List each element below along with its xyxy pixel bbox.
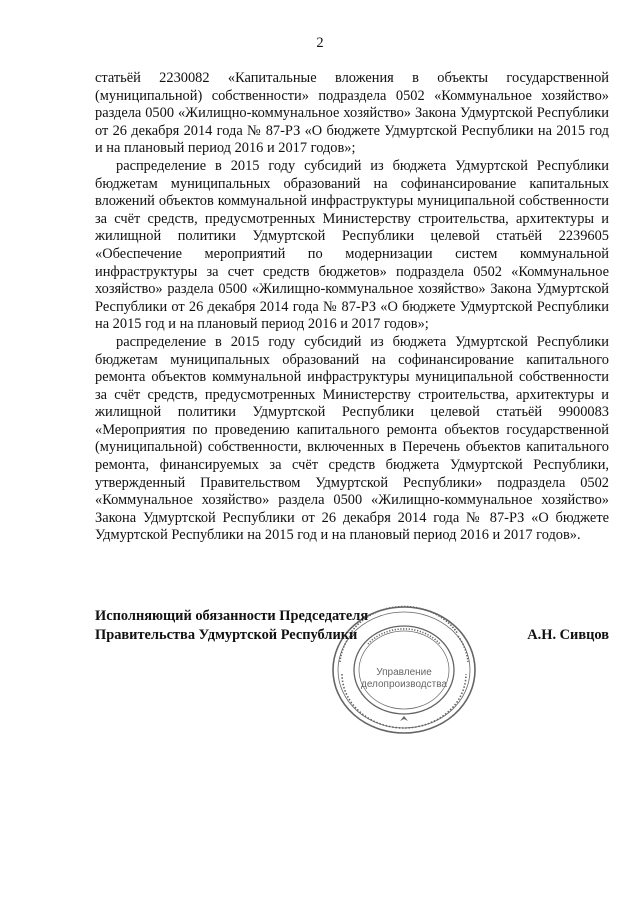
stamp-center-line-2: делопроизводства [360, 679, 448, 690]
body-paragraph: распределение в 2015 году субсидий из бюджета Удмуртской Республики бюджетам муниципальных образований на софинансирование капитальных вложений объектов коммунальной инфраструктуры муниципальной собственности за счёт средств, предусмотренных Министерству строительства, архитектуры и жилищной политики Удмуртской Республики целевой статьёй 2239605 «Обеспечение мероприятий по модернизации систем коммунальной инфраструктуры за счет средств бюджетов» подраздела 0502 «Коммунальное хозяйство» раздела 0500 «Жилищно-коммунальное хозяйство» Закона Удмуртской Республики от 26 декабря 2014 года № 87-РЗ «О бюджете Удмуртской Республики на 2015 год и на плановый период 2016 и 2017 годов»; [95, 157, 609, 333]
signatory-name: А.Н. Сивцов [527, 627, 609, 643]
body-paragraph: распределение в 2015 году субсидий из бюджета Удмуртской Республики бюджетам муниципальных образований на софинансирование капитального ремонта объектов коммунальной инфраструктуры муниципальной собственности за счёт средств, предусмотренных Министерству строительства, архитектуры и жилищной политики Удмуртской Республики целевой статьёй 9900083 «Мероприятия по проведению капитального ремонта объектов государственной (муниципальной) собственности, включенных в Перечень объектов капитального ремонта, финансируемых за счёт средств бюджета Удмуртской Республики, утвержденный Правительством Удмуртской Республики» подраздела 0502 «Коммунальное хозяйство» раздела 0500 «Жилищно-коммунальное хозяйство» Закона Удмуртской Республики от 26 декабря 2014 года № 87-РЗ «О бюджете Удмуртской Республики на 2015 год и на плановый период 2016 и 2017 годов». [95, 333, 609, 544]
signatory-title-line-2: Правительства Удмуртской Республики [95, 627, 358, 643]
stamp-center-line-1: Управление [376, 667, 432, 678]
body-paragraph: статьёй 2230082 «Капитальные вложения в объекты государственной (муниципальной) собственности» подраздела 0502 «Коммунальное хозяйство» раздела 0500 «Жилищно-коммунальное хозяйство» Закона Удмуртской Республики от 26 декабря 2014 года № 87-РЗ «О бюджете Удмуртской Республики на 2015 год и на плановый период 2016 и 2017 годов»; [95, 70, 609, 157]
official-stamp [328, 604, 478, 736]
document-body [95, 70, 609, 545]
stamp-star-mark [400, 716, 408, 721]
page-number: 2 [316, 35, 324, 51]
signatory-title-line-1: Исполняющий обязанности Председателя [95, 608, 369, 624]
